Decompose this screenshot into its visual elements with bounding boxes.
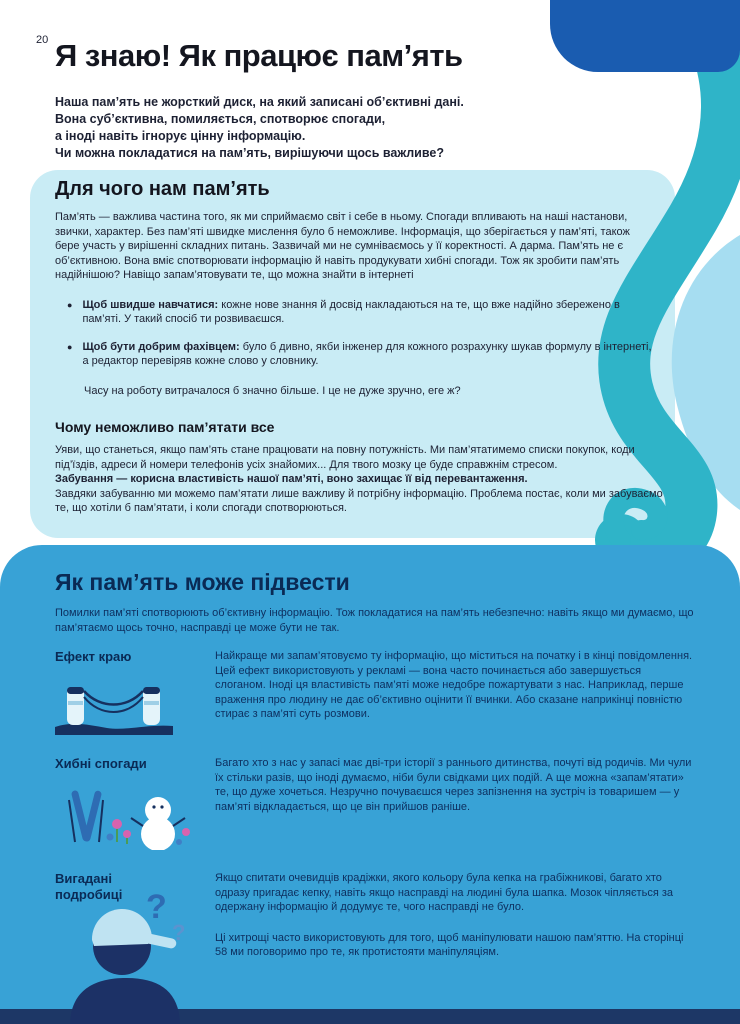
row-false-memories: [55, 756, 215, 855]
section-why-forgetting: [55, 419, 665, 516]
bridge-icon: [55, 675, 215, 740]
intro-lead-text: [55, 94, 464, 162]
item-label: Хибні спогади: [55, 756, 147, 771]
thinking-person-icon: [58, 888, 198, 1024]
section-intro: Помилки пам’яті спотворюють об’єктивну інформацію. Тож покладатися на пам’ять небезпечно: навіть якщо ми думаємо, що пам’ятаємо щось точно, насправді це може бути не так.: [55, 607, 694, 634]
bullet-list: [55, 298, 655, 369]
intro-line: Наша пам’ять не жорсткий диск, на який записані об’єктивні дані.: [55, 95, 464, 109]
section-paragraph: Пам’ять — важлива частина того, як ми сприймаємо світ і себе в ньому. Спогади впливають на наші настанови, звички, характер. Без пам’яті швидке мислення було б неможливе. Інформація, що зберігається у пам’яті, також бере участь у вирішенні складних питань. Зазвичай ми не сумніваємось у її коректності. А дарма. Пам’ять не є об’єктивною. Вона вміє спотворювати інформацію й навіть продукувати хибні спогади. Тож як зробити пам’ять надійнішою? Навіщо запам’ятовувати те, що можна знайти в інтернеті: [55, 211, 630, 281]
section-why-memory: [55, 178, 655, 398]
item-label: Ефект краю: [55, 649, 132, 664]
page-title: Я знаю! Як працює пам’ять: [55, 38, 463, 73]
bullet-body: було б дивно, якби інженер для кожного розрахунку шукав формулу в інтернеті, а редактор перевіряв кожне слово у словнику.: [82, 340, 652, 367]
section-heading: Як пам’ять може підвести: [55, 569, 350, 595]
paragraph: Завдяки забуванню ми можемо пам’ятати лише важливу й потрібну інформацію. Проблема постає, коли ми забуваємо те, що хотіли б пам’ятати, і коли спогади спотворюються.: [55, 487, 663, 514]
bullet-item: [55, 340, 655, 369]
corner-blob-decoration: [550, 0, 740, 72]
bullet-text: [82, 298, 655, 327]
question-mark-icon: ?: [146, 888, 167, 926]
item-text: Найкраще ми запам’ятовуємо ту інформацію, що міститься на початку і в кінці повідомлення. Цей ефект використовують у рекламі — вона часто починається або завершується слоганом. Іноді ця властивість пам’яті може недобре пожартувати з нас. Наприклад, перше враження про людину не дає об’єктивно оцінити її вчинки. Або сказане наприкінці повністю стирає з пам’яті суть розмови.: [215, 650, 693, 720]
ski-snowman-icon: [55, 782, 215, 855]
item-label: Вигадані подробиці: [55, 871, 123, 902]
bullet-body: кожне нове знання й досвід накладаються на те, що вже надійно збережено в пам’яті. У такий спосіб ти розвиваєшся.: [82, 298, 620, 325]
intro-line: а іноді навіть ігнорує цінну інформацію.: [55, 129, 306, 143]
item-text: Багато хто з нас у запасі має дві-три історії з раннього дитинства, почуті від родичів. Ми чули їх стільки разів, що іноді думаємо, ніби були свідками цих подій. А ще можна «запам’ятати» те, що дуже хочеться. Незручно почуваєшся через запізнення на зустріч із товаришем — у пам’яті відкладається, що це він прийшов раніше.: [215, 757, 692, 813]
intro-line: Чи можна покладатися на пам’ять, вирішуючи щось важливе?: [55, 146, 444, 160]
row-edge-effect: [55, 649, 215, 740]
intro-line: Вона суб’єктивна, помиляється, спотворює спогади,: [55, 112, 386, 126]
bullet-item: [55, 298, 655, 327]
bullet-lead: Щоб бути добрим фахівцем:: [82, 340, 240, 353]
bullet-marker-icon: ●: [67, 341, 73, 352]
paragraph: Уяви, що станеться, якщо пам’ять стане працювати на повну потужність. Ми пам’ятатимемо списки покупок, коди під’їздів, адреси й номери телефонів усіх знайомих... Для твого мозку це буде справжнім стресом.: [55, 444, 635, 471]
highlighted-line: Забування — корисна властивість нашої пам’яті, воно захищає її від перевантаження.: [55, 473, 528, 485]
question-mark-icon: ?: [172, 920, 186, 945]
section-heading: Для чого нам пам’ять: [55, 178, 270, 200]
section-closing-line: Часу на роботу витрачалося б значно більше. І це не дуже зручно, еге ж?: [84, 384, 461, 397]
section-closing: Ці хитрощі часто використовують для того, щоб маніпулювати нашою пам’яттю. На сторінці 58 ми поговоримо про те, як протистояти маніпуляціям.: [215, 931, 684, 958]
page-number: 20: [36, 34, 49, 46]
item-text: Якщо спитати очевидців крадіжки, якого кольору була кепка на грабіжникові, багато хто одразу пригадає кепку, навіть якщо насправді на людині була шапка. Мозок чіпляється за одержану інформацію й додумує те, чого насправді не було.: [215, 872, 674, 913]
bullet-marker-icon: ●: [67, 299, 73, 310]
subsection-heading: Чому неможливо пам’ятати все: [55, 419, 275, 435]
bullet-lead: Щоб швидше навчатися:: [82, 298, 219, 311]
bullet-text: [82, 340, 655, 369]
